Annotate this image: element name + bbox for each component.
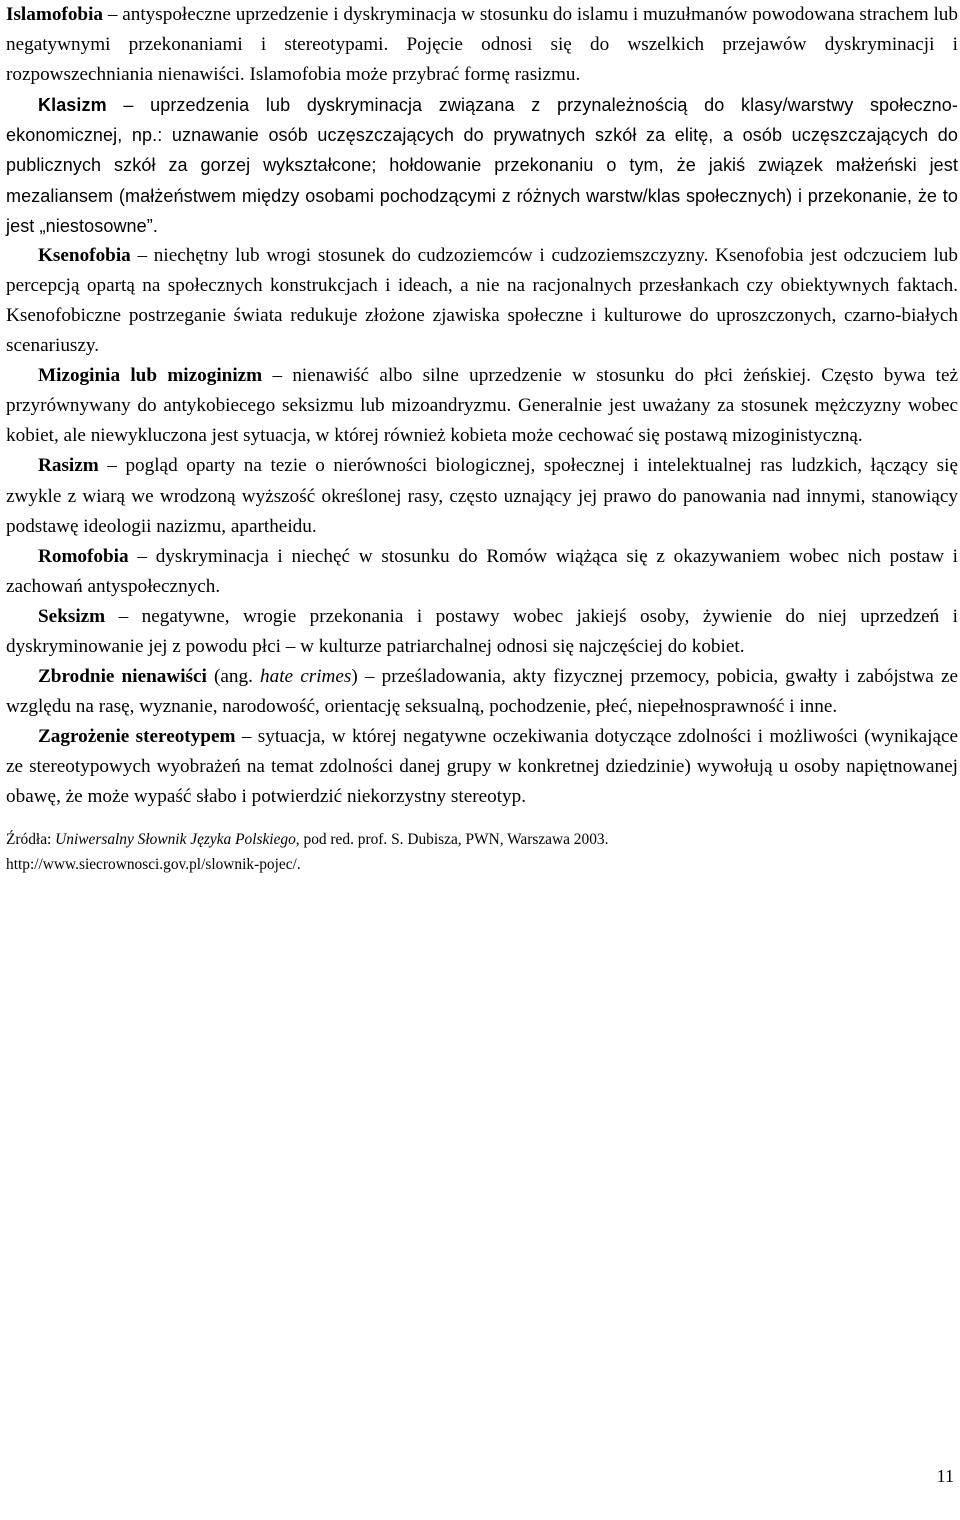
entry-zbrodnie-nienawisci — [6, 662, 958, 722]
document-body — [6, 0, 958, 877]
term-zbrodnie-nienawisci: Zbrodnie nienawiści — [38, 666, 207, 688]
page-number: 11 — [936, 1466, 954, 1486]
definition-zbrodnie-part2: ) – prześladowania, akty fizycznej przemocy, pobicia, gwałty i zabójstwa ze względu na rasę, wyznanie, narodowość, orientację seksualną, pochodzenie, płeć, niepełnosprawność i inne. — [6, 666, 958, 718]
definition-zbrodnie-part1: (ang. — [206, 666, 261, 688]
sources-citation — [6, 827, 958, 852]
definition-rasizm: – pogląd oparty na tezie o nierówności biologicznej, społecznej i intelektualnej ras ludzkich, łączący się zwykle z wiarą we wrodzoną wyższość określonej rasy, często uznający jej prawo do panowania nad innymi, stanowiący podstawę ideologii nazizmu, apartheidu. — [6, 455, 958, 537]
definition-romofobia: – dyskryminacja i niechęć w stosunku do Romów wiążąca się z okazywaniem wobec nich postaw i zachowań antyspołecznych. — [6, 545, 958, 597]
definition-seksizm: – negatywne, wrogie przekonania i postawy wobec jakiejś osoby, żywienie do niej uprzedzeń i dyskryminowanie jej z powodu płci – w kulturze patriarchalnej odnosi się najczęściej do kobiet. — [6, 605, 958, 657]
term-rasizm: Rasizm — [38, 455, 99, 477]
term-mizoginia: Mizoginia lub mizoginizm — [38, 365, 263, 387]
entry-ksenofobia — [6, 241, 958, 361]
entry-romofobia — [6, 542, 958, 602]
entry-zagrozenie-stereotypem — [6, 722, 958, 812]
term-ksenofobia: Ksenofobia — [38, 244, 131, 266]
term-zagrozenie-stereotypem: Zagrożenie stereotypem — [38, 726, 236, 748]
definition-islamofobia: – antyspołeczne uprzedzenie i dyskryminacja w stosunku do islamu i muzułmanów powodowana strachem lub negatywnymi przekonaniami i stereotypami. Pojęcie odnosi się do wszelkich przejawów dyskryminacji i rozpowszechniania nienawiści. Islamofobia może przybrać formę rasizmu. — [6, 4, 958, 86]
definition-klasizm: – uprzedzenia lub dyskryminacja związana z przynależnością do klasy/warstwy społeczno-ekonomicznej, np.: uznawanie osób uczęszczających do prywatnych szkół za elitę, a osób uczęszczających do publicznych szkół za gorzej wykształcone; hołdowanie przekonaniu o tym, że jakiś związek małżeński jest mezaliansem (małżeństwem między osobami pochodzącymi z różnych warstw/klas społecznych) i przekonanie, że to jest „niestosowne”. — [6, 95, 958, 236]
term-seksizm: Seksizm — [38, 605, 106, 627]
definition-ksenofobia: – niechętny lub wrogi stosunek do cudzoziemców i cudzoziemszczyzny. Ksenofobia jest odczuciem lub percepcją opartą na społecznych konstrukcjach i ideach, a nie na racjonalnych przesłankach czy obiektywnych faktach. Ksenofobiczne postrzeganie świata redukuje złożone zjawiska społeczne i kulturowe do uproszczonych, czarno-białych scenariuszy. — [6, 244, 958, 357]
sources-book-title: Uniwersalny Słownik Języka Polskiego — [55, 830, 296, 848]
sources-section — [6, 827, 958, 877]
sources-label: Źródła: — [6, 830, 56, 848]
entry-islamofobia — [6, 0, 958, 90]
term-islamofobia: Islamofobia — [6, 4, 104, 25]
sources-url[interactable]: http://www.siecrownosci.gov.pl/slownik-pojec/. — [6, 855, 301, 873]
definition-zbrodnie-english-term: hate crimes — [260, 666, 352, 688]
definition-mizoginia: – nienawiść albo silne uprzedzenie w stosunku do płci żeńskiej. Często bywa też przyrównywany do antykobiecego seksizmu lub mizoandryzmu. Generalnie jest uważany za stosunek mężczyzny wobec kobiet, ale niewykluczona jest sytuacja, w której również kobieta może cechować się postawą mizoginistyczną. — [6, 365, 958, 447]
entry-klasizm — [6, 90, 958, 240]
sources-publication-details: , pod red. prof. S. Dubisza, PWN, Warszawa 2003. — [295, 830, 609, 848]
entry-rasizm — [6, 451, 958, 541]
term-klasizm: Klasizm — [38, 95, 107, 116]
entry-seksizm — [6, 602, 958, 662]
definition-zagrozenie-stereotypem: – sytuacja, w której negatywne oczekiwania dotyczące zdolności i możliwości (wynikające ze stereotypowych wyobrażeń na temat zdolności danej grupy w konkretnej dziedzinie) wywołują u osoby napiętnowanej obawę, że może wypaść słabo i potwierdzić niekorzystny stereotyp. — [6, 726, 959, 808]
entry-mizoginia — [6, 361, 958, 451]
term-romofobia: Romofobia — [38, 545, 129, 567]
